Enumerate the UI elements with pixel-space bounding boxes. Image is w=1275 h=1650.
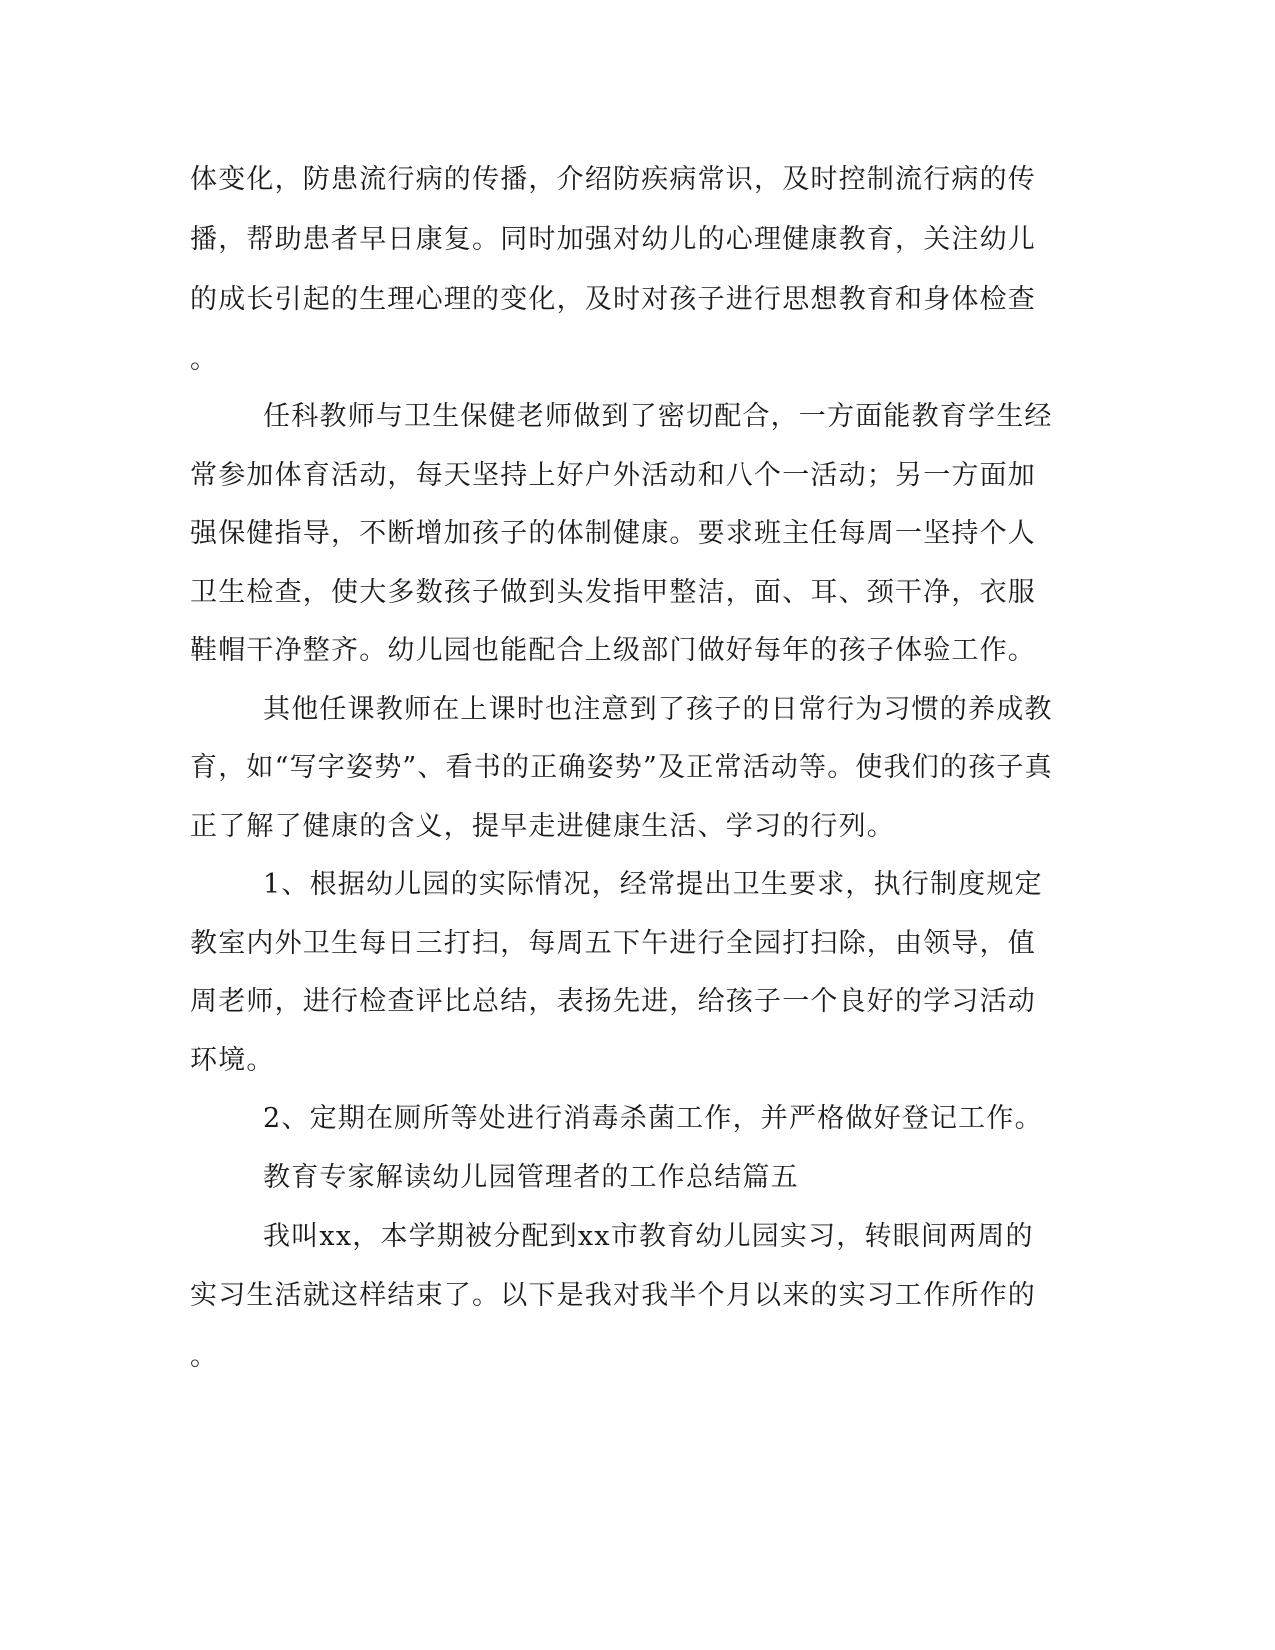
text-line: 体变化，防患流行病的传播，介绍防疾病常识，及时控制流行病的传 — [190, 164, 1036, 195]
paragraph-start-line: 其他任课教师在上课时也注意到了孩子的日常行为习惯的养成教 — [263, 694, 1053, 725]
text-line: 正了解了健康的含义，提早走进健康生活、学习的行列。 — [190, 811, 895, 842]
text-line: 育，如“写字姿势”、看书的正确姿势”及正常活动等。使我们的孩子真 — [190, 752, 1053, 783]
text-line: 教室内外卫生每日三打扫，每周五下午进行全园打扫除，由领导，值 — [190, 928, 1036, 959]
text-line: 的成长引起的生理心理的变化，及时对孩子进行思想教育和身体检查 — [190, 284, 1036, 315]
text-line: 常参加体育活动，每天坚持上好户外活动和八个一活动；另一方面加 — [190, 460, 1036, 491]
text-line: 。 — [190, 344, 219, 375]
text-line: 周老师，进行检查评比总结，表扬先进，给孩子一个良好的学习活动 — [190, 986, 1036, 1017]
list-item-1: 1、根据幼儿园的实际情况，经常提出卫生要求，执行制度规定 — [263, 869, 1043, 900]
text-line: 。 — [190, 1341, 219, 1372]
text-line: 强保健指导，不断增加孩子的体制健康。要求班主任每周一坚持个人 — [190, 518, 1036, 549]
text-line: 环境。 — [190, 1045, 275, 1076]
list-item-2: 2、定期在厕所等处进行消毒杀菌工作，并严格做好登记工作。 — [263, 1103, 1043, 1134]
paragraph-start-line: 任科教师与卫生保健老师做到了密切配合，一方面能教育学生经 — [263, 401, 1053, 432]
text-line: 卫生检查，使大多数孩子做到头发指甲整洁，面、耳、颈干净，衣服 — [190, 577, 1036, 608]
text-line: 实习生活就这样结束了。以下是我对我半个月以来的实习工作所作的 — [190, 1280, 1036, 1311]
paragraph-start-line: 我叫xx，本学期被分配到xx市教育幼儿园实习，转眼间两周的 — [263, 1221, 1034, 1252]
text-line: 鞋帽干净整齐。幼儿园也能配合上级部门做好每年的孩子体验工作。 — [190, 635, 1036, 666]
text-line: 播，帮助患者早日康复。同时加强对幼儿的心理健康教育，关注幼儿 — [190, 224, 1036, 255]
section-heading: 教育专家解读幼儿园管理者的工作总结篇五 — [263, 1162, 799, 1193]
